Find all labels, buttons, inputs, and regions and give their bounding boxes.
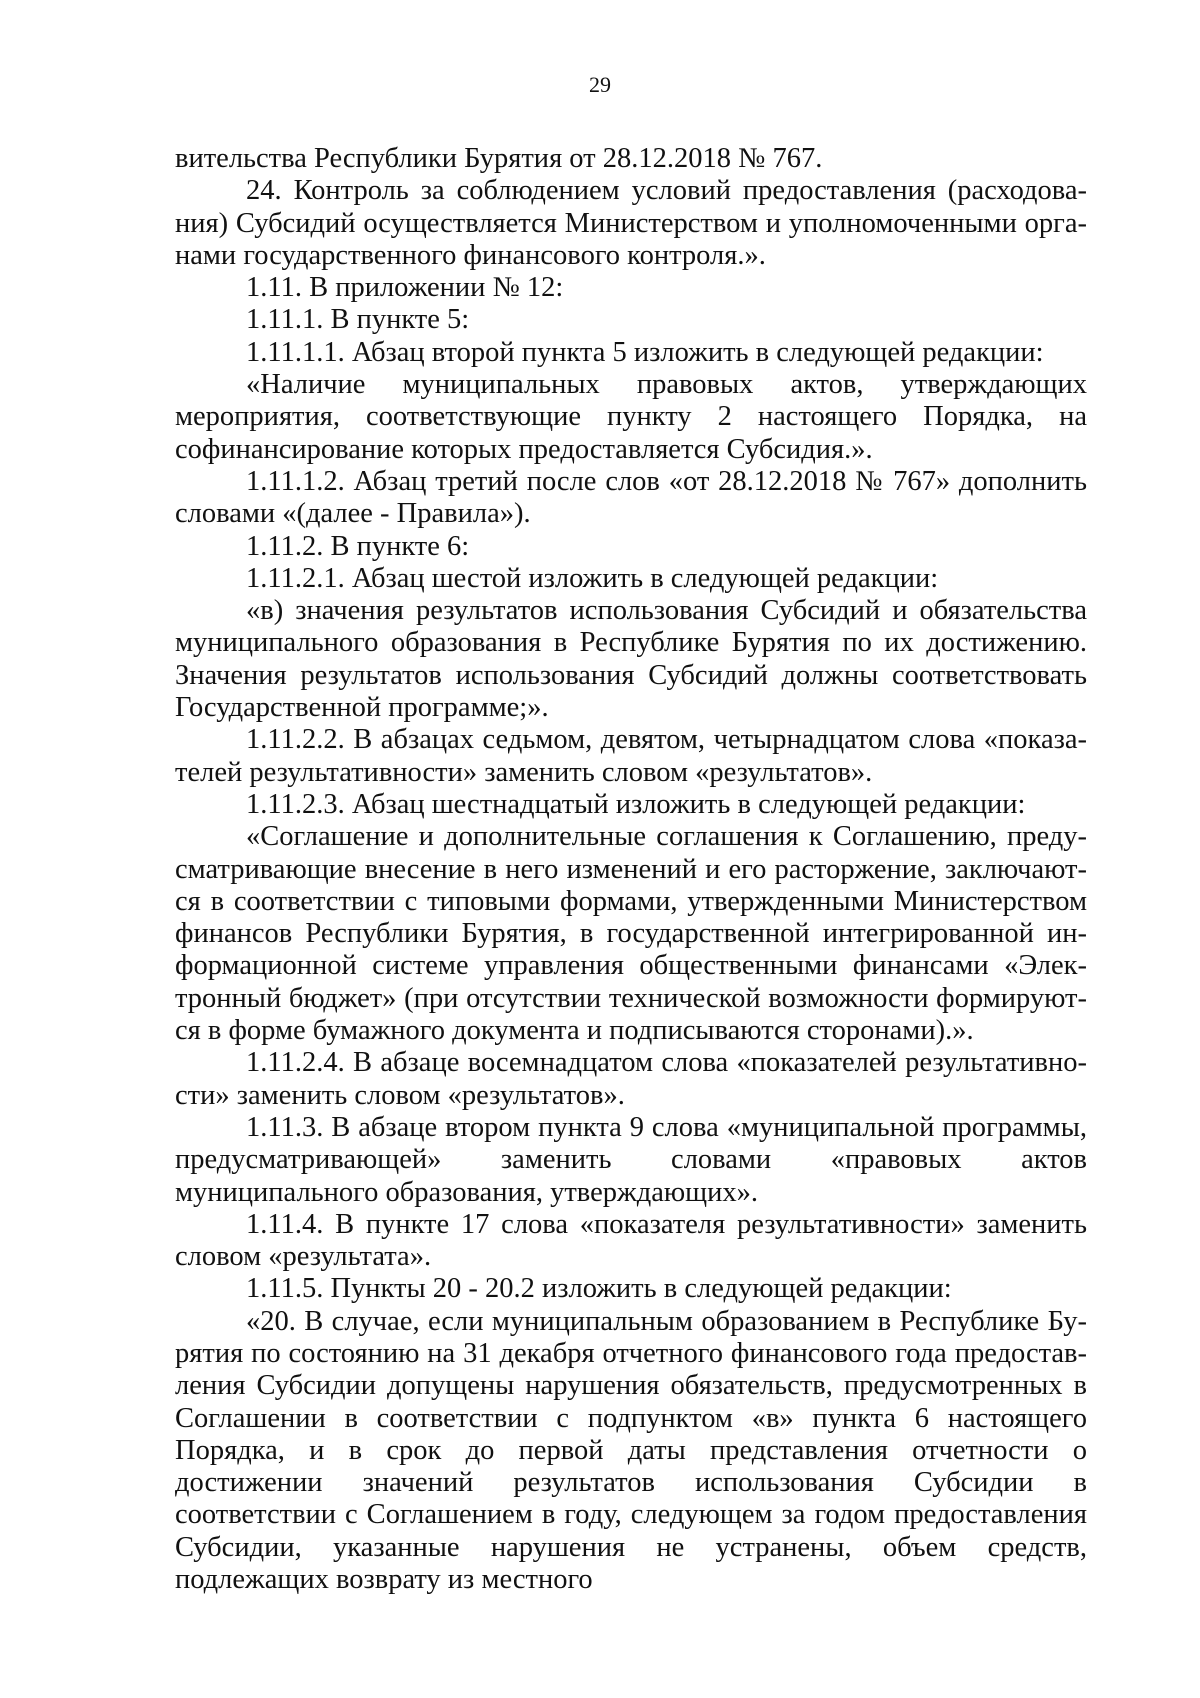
page-number: 29 <box>589 72 611 97</box>
paragraph: 1.11.2.2. В абзацах седьмом, девятом, четырнадцатом слова «показателей результативности» заменить словом «результатов». <box>175 724 1087 788</box>
paragraph: 1.11.1.2. Абзац третий после слов «от 28.12.2018 № 767» дополнить словами «(далее - Правила»). <box>175 465 1087 530</box>
paragraph: 1.11.4. В пункте 17 слова «показателя результативности» заменить словом «результата». <box>175 1208 1087 1273</box>
paragraph: 1.11.2.3. Абзац шестнадцатый изложить в следующей редакции: <box>246 788 1026 820</box>
paragraph: 1.11.1.1. Абзац второй пункта 5 изложить в следующей редакции: <box>246 336 1044 368</box>
paragraph: 1.11.2. В пункте 6: <box>246 530 470 562</box>
paragraph: 1.11.2.1. Абзац шестой изложить в следующей редакции: <box>246 562 939 594</box>
document-body <box>175 143 1087 1596</box>
paragraph: 1.11.5. Пункты 20 - 20.2 изложить в следующей редакции: <box>246 1273 952 1305</box>
paragraph: 1.11.2.4. В абзаце восемнадцатом слова «показателей результативности» заменить словом «результатов». <box>175 1047 1087 1111</box>
paragraph: 1.11.1. В пункте 5: <box>246 304 470 336</box>
paragraph: «20. В случае, если муниципальным образованием в Республике Бурятия по состоянию на 31 декабря отчетного финансового года предоставления Субсидии допущены нарушения обязательств, предусмотренных в Соглашении в соответствии с подпунктом «в» пункта 6 настоящего Порядка, и в срок до первой даты представления отчетности о достижении значений результатов использования Субсидии в соответствии с Соглашением в году, следующем за годом предоставления Субсидии, указанные нарушения не устранены, объем средств, подлежащих возврату из местного <box>175 1305 1087 1596</box>
paragraph: «Соглашение и дополнительные соглашения к Соглашению, предусматривающие внесение в него изменений и его расторжение, заключаются в соответствии с типовыми формами, утвержденными Министерством финансов Республики Бурятия, в государственной интегрированной информационной системе управления общественными финансами «Электронный бюджет» (при отсутствии технической возможности формируются в форме бумажного документа и подписываются сторонами).». <box>175 821 1087 1047</box>
paragraph: 1.11.3. В абзаце втором пункта 9 слова «муниципальной программы, предусматривающей» заменить словами «правовых актов муниципального образования, утверждающих». <box>175 1111 1087 1208</box>
paragraph: «Наличие муниципальных правовых актов, утверждающих мероприятия, соответствующие пункту 2 настоящего Порядка, на софинансирование которых предоставляется Субсидия.». <box>175 369 1087 465</box>
paragraph: 24. Контроль за соблюдением условий предоставления (расходования) Субсидий осуществляется Министерством и уполномоченными органами государственного финансового контроля.». <box>175 175 1087 271</box>
paragraph: вительства Республики Бурятия от 28.12.2018 № 767. <box>175 143 823 174</box>
paragraph: 1.11. В приложении № 12: <box>246 272 564 304</box>
paragraph: «в) значения результатов использования Субсидий и обязательства муниципального образования в Республике Бурятия по их достижению. Значения результатов использования Субсидий должны соответствовать Государственной программе;». <box>175 595 1087 724</box>
